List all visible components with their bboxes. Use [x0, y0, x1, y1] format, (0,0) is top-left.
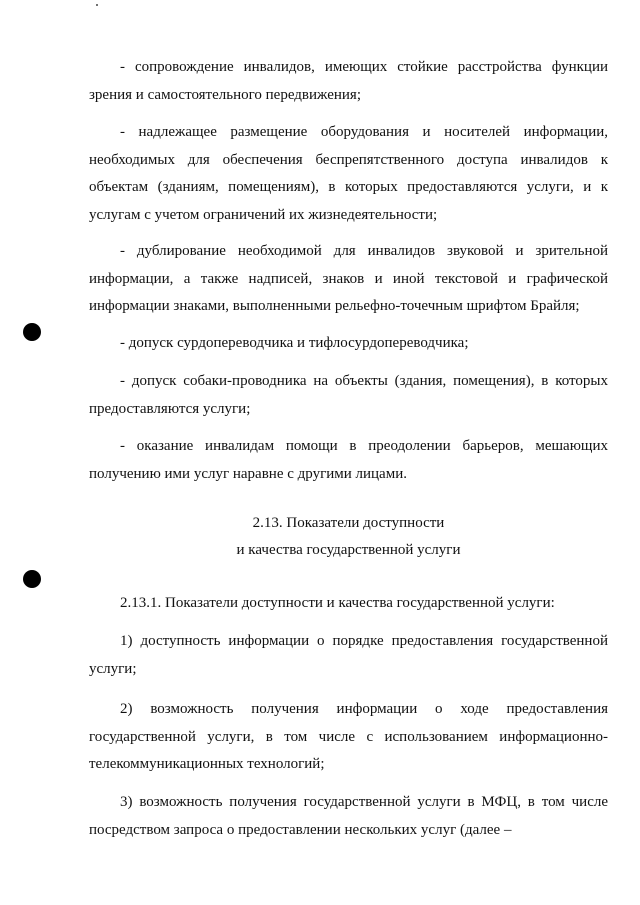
paragraph-item-2: 2) возможность получения информации о ходе предоставления государственной услуги, в том числе с использованием информационно-телекоммуникационных технологий; — [89, 701, 608, 772]
paragraph-guide-dog: - допуск собаки-проводника на объекты (здания, помещения), в которых предоставляются услуги; — [89, 373, 608, 417]
section-heading-line2: и качества государственной услуги — [236, 542, 461, 558]
paragraph-equipment-placement: - надлежащее размещение оборудования и носителей информации, необходимых для обеспечения беспрепятственного доступа инвалидов к объектам (зданиям, помещениям), в которых предоставляются услуги, и к услугам с учетом ограничений их жизнедеятельности; — [89, 124, 608, 223]
paragraph-sign-interpreter: - допуск сурдопереводчика и тифлосурдопереводчика; — [120, 335, 469, 351]
paragraph-barrier-assistance: - оказание инвалидам помощи в преодолении барьеров, мешающих получению ими услуг наравне с другими лицами. — [89, 438, 608, 482]
paragraph-indicators-intro: 2.13.1. Показатели доступности и качества государственной услуги: — [120, 595, 555, 611]
paragraph-vision-support: - сопровождение инвалидов, имеющих стойкие расстройства функции зрения и самостоятельного передвижения; — [89, 59, 608, 103]
paragraph-item-1: 1) доступность информации о порядке предоставления государственной услуги; — [89, 633, 608, 677]
binder-hole-bottom — [23, 570, 41, 588]
section-heading-line1: 2.13. Показатели доступности — [252, 515, 445, 531]
paragraph-item-3: 3) возможность получения государственной услуги в МФЦ, в том числе посредством запроса о предоставлении нескольких услуг (далее – — [89, 794, 608, 838]
binder-hole-top — [23, 323, 41, 341]
paragraph-braille-duplication: - дублирование необходимой для инвалидов звуковой и зрительной информации, а также надписей, знаков и иной текстовой и графической информации знаками, выполненными рельефно-точечным шрифтом Брайля; — [89, 243, 608, 314]
scan-speck — [96, 4, 98, 6]
